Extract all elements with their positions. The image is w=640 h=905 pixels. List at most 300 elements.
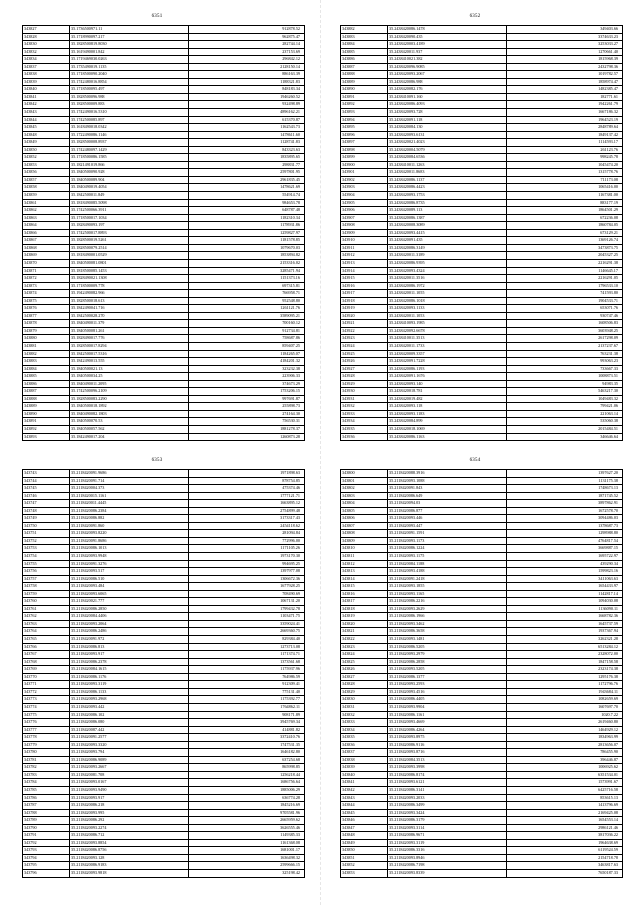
data-table bbox=[22, 469, 305, 878]
value-cell: 3374633.23 bbox=[507, 33, 623, 41]
value-cell: 2154718.78 bbox=[507, 854, 623, 862]
coordinate-cell: 35.2118420091.1591 bbox=[388, 530, 507, 538]
coordinate-cell: 35.2118420086.9183 bbox=[70, 862, 189, 870]
point-id-cell: 343773 bbox=[23, 696, 70, 704]
table-row bbox=[341, 146, 623, 154]
value-cell: 1645737.59 bbox=[507, 620, 623, 628]
point-id-cell: 343841 bbox=[341, 779, 388, 787]
value-cell: 2848789.64 bbox=[507, 124, 623, 132]
value-cell: 930747.46 bbox=[507, 312, 623, 320]
value-cell: 886163.39 bbox=[189, 71, 305, 79]
point-id-cell: 343824 bbox=[341, 651, 388, 659]
value-cell: 1777121.71 bbox=[189, 492, 305, 500]
coordinate-cell: 35.2118420093.2667 bbox=[70, 764, 189, 772]
table-row bbox=[23, 817, 305, 825]
coordinate-cell: 35.2118420094.03 bbox=[388, 500, 507, 508]
value-cell: 5463217.30 bbox=[507, 388, 623, 396]
coordinate-cell: 35.2118420086.1013 bbox=[70, 545, 189, 553]
coordinate-cell: 35.1742500096.2109 bbox=[70, 388, 189, 396]
table-row bbox=[23, 719, 305, 727]
table-row bbox=[341, 522, 623, 530]
point-id-cell: 343889 bbox=[341, 78, 388, 86]
point-id-cell: 343759 bbox=[23, 590, 70, 598]
coordinate-cell: 35.2118420086.813 bbox=[70, 643, 189, 651]
value-cell: 2216291.38 bbox=[507, 259, 623, 267]
table-row bbox=[341, 358, 623, 366]
table-row bbox=[23, 741, 305, 749]
coordinate-cell: 35.2438420011.1733 bbox=[388, 342, 507, 350]
point-id-cell: 343834 bbox=[341, 726, 388, 734]
coordinate-cell: 35.2438420011.937 bbox=[388, 48, 507, 56]
table-row bbox=[341, 658, 623, 666]
point-id-cell: 343892 bbox=[341, 101, 388, 109]
coordinate-cell: 35.2118420093.5205 bbox=[388, 666, 507, 674]
value-cell: 1008873.51 bbox=[507, 373, 623, 381]
point-id-cell: 343770 bbox=[23, 673, 70, 681]
point-id-cell: 343754 bbox=[23, 553, 70, 561]
table-row bbox=[23, 703, 305, 711]
table-row bbox=[23, 802, 305, 810]
coordinate-cell: 35.2118420093.8946 bbox=[388, 854, 507, 862]
value-cell: 3411063.63 bbox=[507, 575, 623, 583]
point-id-cell: 343888 bbox=[23, 395, 70, 403]
point-id-cell: 343781 bbox=[23, 756, 70, 764]
table-row bbox=[341, 161, 623, 169]
coordinate-cell: 35.1842500011.849 bbox=[70, 192, 189, 200]
panel-title: 6353 bbox=[151, 458, 163, 463]
value-cell: 1608506.83 bbox=[507, 320, 623, 328]
coordinate-cell: 35.1818490001.0529 bbox=[70, 252, 189, 260]
table-row bbox=[341, 515, 623, 523]
point-id-cell: 343822 bbox=[341, 636, 388, 644]
table-row bbox=[23, 862, 305, 870]
point-id-cell: 343745 bbox=[23, 485, 70, 493]
value-cell: 3285471.94 bbox=[189, 267, 305, 275]
table-row bbox=[341, 568, 623, 576]
value-cell: 2617298.09 bbox=[507, 335, 623, 343]
table-row bbox=[341, 869, 623, 877]
value-cell: 2665959.62 bbox=[189, 817, 305, 825]
coordinate-cell: 35.1618490018.0342 bbox=[70, 124, 189, 132]
point-id-cell: 343901 bbox=[341, 169, 388, 177]
point-id-cell: 343850 bbox=[23, 146, 70, 154]
table-row bbox=[23, 26, 305, 34]
value-cell: 3253033.27 bbox=[507, 41, 623, 49]
table-row bbox=[341, 312, 623, 320]
table-row bbox=[341, 847, 623, 855]
table-row bbox=[341, 63, 623, 71]
value-cell: 1668782.36 bbox=[507, 613, 623, 621]
coordinate-cell: 35.2118420091.3276 bbox=[70, 560, 189, 568]
point-id-cell: 343838 bbox=[23, 71, 70, 79]
value-cell: 3589095.21 bbox=[189, 312, 305, 320]
coordinate-cell: 35.2438420093.1133 bbox=[388, 305, 507, 313]
value-cell: 2328072.00 bbox=[507, 651, 623, 659]
value-cell: 1677928.25 bbox=[189, 583, 305, 591]
coordinate-cell: 35.2438420093.4324 bbox=[388, 267, 507, 275]
point-id-cell: 343827 bbox=[23, 26, 70, 34]
value-cell: 1273713.08 bbox=[189, 643, 305, 651]
coordinate-cell: 35.2118420086.3141 bbox=[388, 786, 507, 794]
value-cell: 2986121.46 bbox=[507, 824, 623, 832]
table-row bbox=[23, 824, 305, 832]
coordinate-cell: 35.2438410011.1263 bbox=[388, 161, 507, 169]
point-id-cell: 343925 bbox=[341, 350, 388, 358]
coordinate-cell: 35.1828500008.8937 bbox=[70, 139, 189, 147]
coordinate-cell: 35.2118420093.0167 bbox=[70, 779, 189, 787]
value-cell: 853615.13 bbox=[507, 794, 623, 802]
table-row bbox=[23, 545, 305, 553]
value-cell: 1858974.47 bbox=[507, 78, 623, 86]
value-cell: 1482385.47 bbox=[507, 86, 623, 94]
point-id-cell: 343856 bbox=[23, 169, 70, 177]
point-id-cell: 343816 bbox=[341, 590, 388, 598]
coordinate-cell: 35.2118420093.2274 bbox=[70, 824, 189, 832]
value-cell: 1799432.78 bbox=[189, 605, 305, 613]
value-cell: 3817036.22 bbox=[507, 832, 623, 840]
table-row bbox=[341, 56, 623, 64]
point-id-cell: 343891 bbox=[341, 93, 388, 101]
point-id-cell: 343807 bbox=[341, 522, 388, 530]
coordinate-cell: 35.1840500081.0801 bbox=[70, 259, 189, 267]
coordinate-cell: 35.1840500057.562 bbox=[70, 425, 189, 433]
point-id-cell: 343833 bbox=[341, 719, 388, 727]
value-cell: 672236.08 bbox=[507, 214, 623, 222]
point-id-cell: 343746 bbox=[23, 492, 70, 500]
value-cell: 323232.38 bbox=[189, 365, 305, 373]
table-row bbox=[23, 418, 305, 426]
coordinate-cell: 35.2118420093.1088 bbox=[388, 477, 507, 485]
coordinate-cell: 35.1842490013.555 bbox=[70, 358, 189, 366]
coordinate-cell: 35.2118420086.218 bbox=[70, 802, 189, 810]
value-cell: 994695.25 bbox=[189, 560, 305, 568]
value-cell: 281094.84 bbox=[189, 530, 305, 538]
point-id-cell: 343845 bbox=[341, 809, 388, 817]
coordinate-cell: 35.2118420081.708 bbox=[70, 771, 189, 779]
coordinate-cell: 35.1821491019.866 bbox=[70, 161, 189, 169]
table-row bbox=[341, 320, 623, 328]
coordinate-cell: 35.2438420011.3516 bbox=[388, 275, 507, 283]
table-row bbox=[341, 688, 623, 696]
coordinate-cell: 35.1719469030.0263 bbox=[70, 56, 189, 64]
coordinate-cell: 35.2118420086.292 bbox=[70, 817, 189, 825]
coordinate-cell: 35.2118420086.2216 bbox=[388, 598, 507, 606]
coordinate-cell: 35.1818500085.1453 bbox=[70, 267, 189, 275]
coordinate-cell: 35.1828490093.197 bbox=[70, 222, 189, 230]
coordinate-cell: 35.1840500089.904 bbox=[70, 176, 189, 184]
data-table bbox=[22, 25, 305, 441]
point-id-cell: 343913 bbox=[341, 259, 388, 267]
table-row bbox=[341, 433, 623, 441]
point-id-cell: 343794 bbox=[23, 854, 70, 862]
point-id-cell: 343849 bbox=[341, 839, 388, 847]
value-cell: 1573991.67 bbox=[507, 779, 623, 787]
value-cell: 1079670.03 bbox=[189, 244, 305, 252]
coordinate-cell: 35.2118420086.102 bbox=[70, 711, 189, 719]
table-row bbox=[23, 658, 305, 666]
table-row bbox=[23, 598, 305, 606]
point-id-cell: 343756 bbox=[23, 568, 70, 576]
value-cell: 2045327.25 bbox=[507, 252, 623, 260]
point-id-cell: 343853 bbox=[23, 161, 70, 169]
value-cell: 1006925.62 bbox=[507, 764, 623, 772]
table-row bbox=[23, 229, 305, 237]
table-row bbox=[341, 862, 623, 870]
table-row bbox=[23, 169, 305, 177]
point-id-cell: 343825 bbox=[341, 658, 388, 666]
table-row bbox=[341, 507, 623, 515]
coordinate-cell: 35.2438420084.899 bbox=[388, 418, 507, 426]
value-cell: 282744.14 bbox=[189, 41, 305, 49]
point-id-cell: 343920 bbox=[341, 312, 388, 320]
coordinate-cell: 35.1828500083.2290 bbox=[70, 395, 189, 403]
point-id-cell: 343812 bbox=[341, 560, 388, 568]
point-id-cell: 343751 bbox=[23, 530, 70, 538]
table-row bbox=[23, 207, 305, 215]
value-cell: 1065416.00 bbox=[507, 184, 623, 192]
point-id-cell: 343787 bbox=[23, 802, 70, 810]
table-row bbox=[23, 847, 305, 855]
point-id-cell: 343863 bbox=[23, 214, 70, 222]
point-id-cell: 343917 bbox=[341, 290, 388, 298]
value-cell: 1261121.76 bbox=[189, 305, 305, 313]
table-row bbox=[341, 169, 623, 177]
table-row bbox=[23, 86, 305, 94]
coordinate-cell: 35.2118420093.1855 bbox=[388, 583, 507, 591]
point-id-cell: 343861 bbox=[23, 199, 70, 207]
value-cell: 1020.7.22 bbox=[507, 711, 623, 719]
coordinate-cell: 35.2118420091.714 bbox=[70, 477, 189, 485]
point-id-cell: 343755 bbox=[23, 560, 70, 568]
value-cell: 3897862.91 bbox=[507, 500, 623, 508]
point-id-cell: 343819 bbox=[341, 613, 388, 621]
value-cell: 4896162.21 bbox=[189, 109, 305, 117]
table-row bbox=[341, 560, 623, 568]
point-id-cell: 343750 bbox=[23, 522, 70, 530]
value-cell: 4764817.54 bbox=[507, 537, 623, 545]
point-id-cell: 343898 bbox=[341, 146, 388, 154]
value-cell: 261123.76 bbox=[507, 146, 623, 154]
table-row bbox=[23, 560, 305, 568]
coordinate-cell: 35.2438420093.4415 bbox=[388, 229, 507, 237]
coordinate-cell: 35.2438420092.6678 bbox=[388, 327, 507, 335]
coordinate-cell: 35.1828490017.776 bbox=[70, 335, 189, 343]
coordinate-cell: 35.1842490017.204 bbox=[70, 433, 189, 441]
table-row bbox=[23, 327, 305, 335]
value-cell: 908171.89 bbox=[189, 711, 305, 719]
value-cell: 255898.73 bbox=[189, 403, 305, 411]
point-id-cell: 343795 bbox=[23, 862, 70, 870]
coordinate-cell: 35.2438420011.8683 bbox=[388, 169, 507, 177]
coordinate-cell: 35.2118420091.860 bbox=[70, 522, 189, 530]
coordinate-cell: 35.2118420011.4445 bbox=[70, 500, 189, 508]
coordinate-cell: 35.1828490021.1308 bbox=[70, 275, 189, 283]
coordinate-cell: 35.2118420093.446 bbox=[388, 515, 507, 523]
point-id-cell: 343926 bbox=[341, 358, 388, 366]
coordinate-cell: 35.2118420093.1173 bbox=[388, 537, 507, 545]
table-row bbox=[23, 146, 305, 154]
value-cell: 298831.77 bbox=[189, 161, 305, 169]
point-id-cell: 343836 bbox=[341, 741, 388, 749]
point-id-cell: 343791 bbox=[23, 832, 70, 840]
point-id-cell: 343765 bbox=[23, 636, 70, 644]
coordinate-cell: 35.2438420011.1055 bbox=[388, 290, 507, 298]
coordinate-cell: 35.1828500019.5261 bbox=[70, 237, 189, 245]
table-row bbox=[23, 395, 305, 403]
point-id-cell: 343844 bbox=[341, 802, 388, 810]
table-row bbox=[23, 312, 305, 320]
value-cell: 1964638.69 bbox=[507, 839, 623, 847]
coordinate-cell: 35.2118420091.9686 bbox=[70, 470, 189, 478]
point-id-cell: 343921 bbox=[341, 320, 388, 328]
table-row bbox=[341, 779, 623, 787]
value-cell: 346646.64 bbox=[507, 433, 623, 441]
coordinate-cell: 35.2118420093.794 bbox=[70, 749, 189, 757]
coordinate-cell: 35.2118420093.2033 bbox=[388, 794, 507, 802]
point-id-cell: 343891 bbox=[23, 418, 70, 426]
coordinate-cell: 35.2438420086.1163 bbox=[388, 433, 507, 441]
coordinate-cell: 35.1840500021.13 bbox=[70, 365, 189, 373]
table-row bbox=[341, 545, 623, 553]
coordinate-cell: 35.1722490086.1146 bbox=[70, 131, 189, 139]
table-row bbox=[341, 605, 623, 613]
coordinate-cell: 35.2438420018.1069 bbox=[388, 425, 507, 433]
point-id-cell: 343866 bbox=[23, 229, 70, 237]
table-row bbox=[23, 530, 305, 538]
point-id-cell: 343934 bbox=[341, 418, 388, 426]
value-cell: 349403.66 bbox=[507, 26, 623, 34]
point-id-cell: 343821 bbox=[341, 628, 388, 636]
value-cell: 615370.87 bbox=[189, 116, 305, 124]
data-table bbox=[340, 469, 623, 878]
table-row bbox=[341, 666, 623, 674]
point-id-cell: 343830 bbox=[23, 41, 70, 49]
point-id-cell: 343931 bbox=[341, 395, 388, 403]
table-row bbox=[341, 636, 623, 644]
coordinate-cell: 35.1842500028.270 bbox=[70, 312, 189, 320]
point-id-cell: 343782 bbox=[23, 764, 70, 772]
point-id-cell: 343922 bbox=[341, 327, 388, 335]
point-id-cell: 343826 bbox=[341, 666, 388, 674]
coordinate-cell: 35.2118420086.2858 bbox=[388, 658, 507, 666]
table-row bbox=[341, 764, 623, 772]
point-id-cell: 343801 bbox=[341, 477, 388, 485]
table-row bbox=[341, 244, 623, 252]
coordinate-cell: 35.2118420093.9948 bbox=[70, 553, 189, 561]
coordinate-cell: 35.2118420086.3499 bbox=[388, 802, 507, 810]
coordinate-cell: 35.1742500066.3911 bbox=[70, 207, 189, 215]
value-cell: 772996.00 bbox=[189, 537, 305, 545]
value-cell: 2754899.48 bbox=[189, 507, 305, 515]
coordinate-cell: 35.2438420011.1053 bbox=[388, 312, 507, 320]
coordinate-cell: 35.2118420021.777 bbox=[70, 598, 189, 606]
table-row bbox=[23, 184, 305, 192]
point-id-cell: 343753 bbox=[23, 545, 70, 553]
point-id-cell: 343884 bbox=[23, 365, 70, 373]
value-cell: 2669360.75 bbox=[189, 628, 305, 636]
point-id-cell: 343808 bbox=[341, 530, 388, 538]
point-id-cell: 343935 bbox=[341, 425, 388, 433]
table-row bbox=[23, 696, 305, 704]
point-id-cell: 343919 bbox=[341, 305, 388, 313]
point-id-cell: 343858 bbox=[23, 184, 70, 192]
value-cell: 1747531.35 bbox=[189, 741, 305, 749]
table-row bbox=[23, 176, 305, 184]
point-id-cell: 343827 bbox=[341, 673, 388, 681]
table-row bbox=[23, 492, 305, 500]
coordinate-cell: 35.1840500070.53 bbox=[70, 418, 189, 426]
point-id-cell: 343885 bbox=[341, 48, 388, 56]
table-row bbox=[341, 817, 623, 825]
coordinate-cell: 35.2438420004.5079 bbox=[388, 146, 507, 154]
point-id-cell: 343768 bbox=[23, 658, 70, 666]
coordinate-cell: 35.1840490082.1803 bbox=[70, 410, 189, 418]
coordinate-cell: 35.2118420093.4188 bbox=[388, 568, 507, 576]
table-row bbox=[23, 794, 305, 802]
table-row bbox=[341, 267, 623, 275]
value-cell: 1142817.14 bbox=[507, 590, 623, 598]
point-id-cell: 343882 bbox=[341, 26, 388, 34]
point-id-cell: 343749 bbox=[23, 515, 70, 523]
coordinate-cell: 35.1840490019.4054 bbox=[70, 184, 189, 192]
value-cell: 1049483.32 bbox=[507, 395, 623, 403]
point-id-cell: 343933 bbox=[341, 410, 388, 418]
value-cell: 439290.34 bbox=[507, 560, 623, 568]
value-cell: 1082659.69 bbox=[507, 696, 623, 704]
point-id-cell: 343829 bbox=[341, 688, 388, 696]
value-cell: 3626555.46 bbox=[189, 824, 305, 832]
table-row bbox=[23, 410, 305, 418]
coordinate-cell: 35.2118420086.7198 bbox=[388, 862, 507, 870]
table-row bbox=[23, 56, 305, 64]
table-row bbox=[23, 507, 305, 515]
coordinate-cell: 35.2438420086.3149 bbox=[388, 244, 507, 252]
table-row bbox=[341, 237, 623, 245]
value-cell: 3094486.03 bbox=[507, 515, 623, 523]
table-row bbox=[341, 590, 623, 598]
value-cell: 2015484.51 bbox=[507, 425, 623, 433]
coordinate-cell: 35.2118420093.8339 bbox=[388, 869, 507, 877]
value-cell: 182771.61 bbox=[507, 93, 623, 101]
value-cell: 325198.42 bbox=[189, 869, 305, 877]
point-id-cell: 343841 bbox=[23, 93, 70, 101]
point-id-cell: 343848 bbox=[341, 832, 388, 840]
table-row bbox=[341, 575, 623, 583]
table-row bbox=[341, 749, 623, 757]
table-row bbox=[23, 756, 305, 764]
point-id-cell: 343912 bbox=[341, 252, 388, 260]
coordinate-cell: 35.2438420093.140 bbox=[388, 380, 507, 388]
value-cell: 1672578.70 bbox=[507, 507, 623, 515]
point-id-cell: 343932 bbox=[341, 403, 388, 411]
table-row bbox=[23, 199, 305, 207]
value-cell: 414881.82 bbox=[189, 726, 305, 734]
coordinate-cell: 35.2118420093.917 bbox=[70, 651, 189, 659]
table-row bbox=[341, 492, 623, 500]
value-cell: 1094030.08 bbox=[507, 598, 623, 606]
value-cell: 396446.87 bbox=[507, 756, 623, 764]
table-row bbox=[341, 124, 623, 132]
value-cell: 1464929.12 bbox=[507, 726, 623, 734]
value-cell: 1178931.86 bbox=[189, 222, 305, 230]
point-id-cell: 343793 bbox=[23, 847, 70, 855]
point-id-cell: 343930 bbox=[341, 388, 388, 396]
coordinate-cell: 35.2118420086.3658 bbox=[388, 628, 507, 636]
table-row bbox=[23, 749, 305, 757]
point-id-cell: 343817 bbox=[341, 598, 388, 606]
point-id-cell: 343846 bbox=[341, 817, 388, 825]
value-cell: 374673.29 bbox=[189, 380, 305, 388]
